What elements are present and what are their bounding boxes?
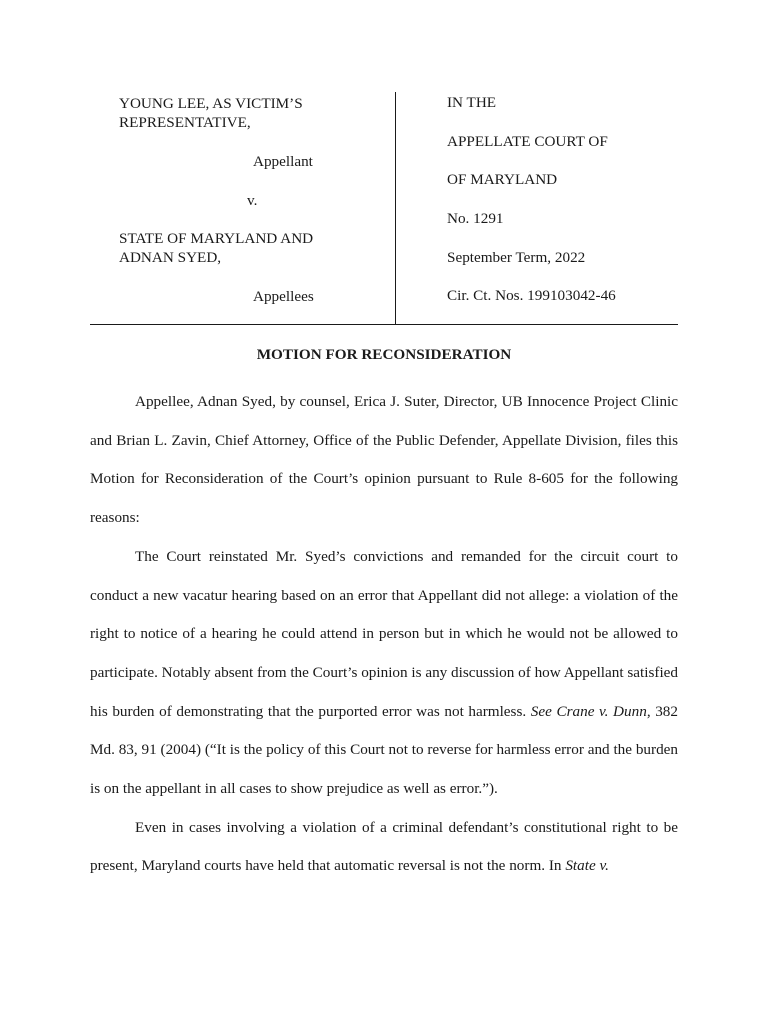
appellant-name: YOUNG LEE, AS VICTIM’S REPRESENTATIVE, (119, 95, 303, 131)
paragraph-3 (90, 809, 678, 886)
term: September Term, 2022 (447, 249, 586, 266)
paragraph-1-text: Appellee, Adnan Syed, by counsel, Erica J. Suter, Director, UB Innocence Project Clinic and Brian L. Zavin, Chief Attorney, Office of the Public Defender, Appellate Division, files this Motion for Reconsideration of the Court’s opinion pursuant to Rule 8-605 for the following reasons: (90, 393, 678, 527)
appellees-name: STATE OF MARYLAND AND ADNAN SYED, (119, 230, 314, 266)
appellant-role: Appellant (253, 153, 313, 170)
versus-label: v. (247, 192, 258, 209)
case-number: No. 1291 (447, 210, 504, 227)
caption-horizontal-rule (90, 324, 678, 325)
paragraph-2 (90, 538, 678, 809)
paragraph-3-text: Even in cases involving a violation of a criminal defendant’s constitutional right to be present, Maryland courts have held that automatic reversal is not the norm. In (90, 818, 678, 875)
court-line-appellate-court: APPELLATE COURT OF (447, 133, 608, 150)
paragraph-2-text-b: , 382 Md. 83, 91 (2004) (“It is the policy of this Court not to reverse for harmless error and the burden is on the appellant in all cases to show prejudice as well as error.”). (90, 702, 678, 798)
court-line-maryland: OF MARYLAND (447, 171, 558, 188)
circuit-court-numbers: Cir. Ct. Nos. 199103042-46 (447, 287, 616, 304)
paragraph-1 (90, 383, 678, 538)
court-line-in-the: IN THE (447, 94, 497, 111)
caption-vertical-divider (395, 92, 396, 324)
paragraph-2-citation: See Crane v. Dunn (530, 702, 647, 720)
document-body (90, 383, 678, 886)
document-title: MOTION FOR RECONSIDERATION (256, 346, 512, 363)
paragraph-2-text-a: The Court reinstated Mr. Syed’s convictions and remanded for the circuit court to conduct a new vacatur hearing based on an error that Appellant did not allege: a violation of the right to notice of a hearing he could attend in person but in which he would not be allowed to participate. Notably absent from the Court’s opinion is any discussion of how Appellant satisfied his burden of demonstrating that the purported error was not harmless. (90, 547, 678, 720)
paragraph-3-citation: State v. (565, 857, 609, 875)
appellees-role: Appellees (253, 288, 314, 305)
